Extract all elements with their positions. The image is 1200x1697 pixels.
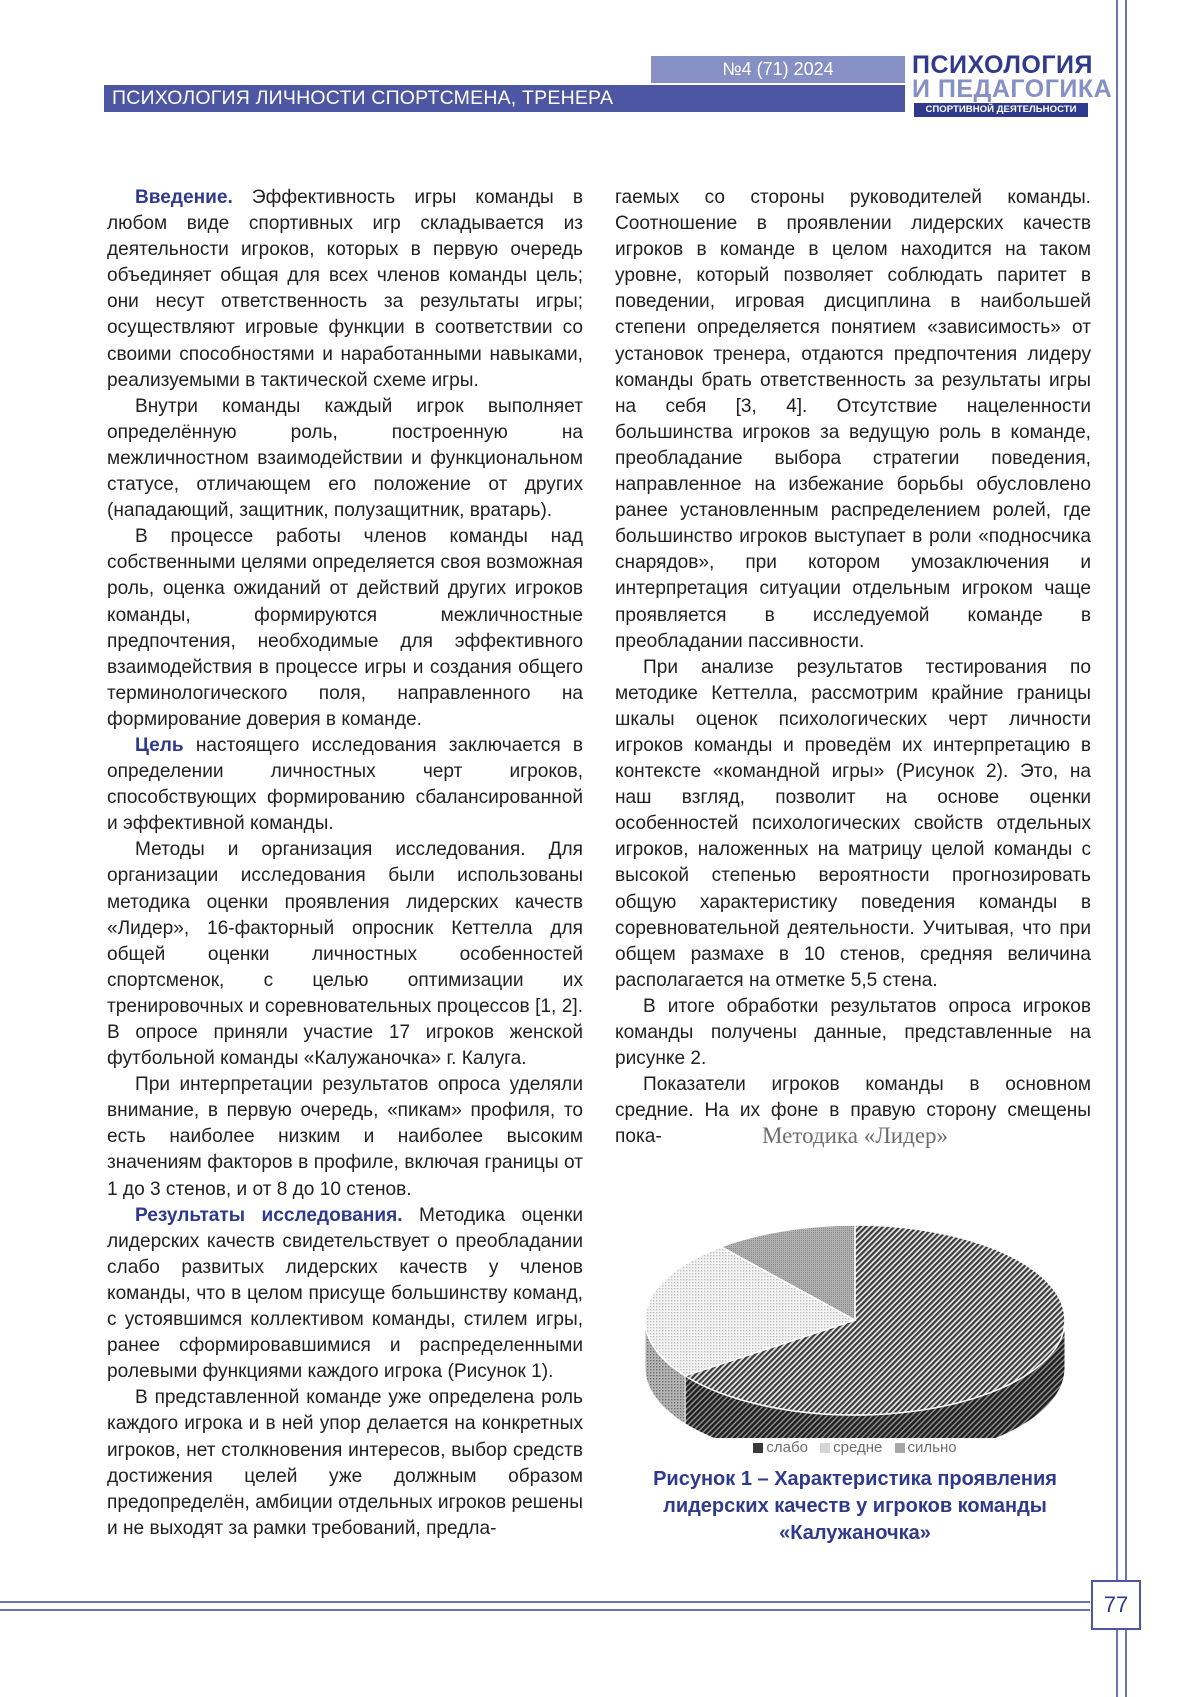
results-label: Результаты исследования. bbox=[135, 1204, 403, 1226]
page-number: 77 bbox=[1091, 1580, 1141, 1630]
issue-label: №4 (71) 2024 bbox=[651, 56, 905, 83]
left-column bbox=[107, 185, 583, 1542]
figure-caption: Рисунок 1 – Характеристика проявления лидерских качеств у игроков команды «Калужаночка» bbox=[653, 1468, 1057, 1544]
right-column bbox=[615, 185, 1091, 1150]
intro-paragraph bbox=[107, 185, 583, 394]
logo-line-2: И ПЕДАГОГИКА bbox=[912, 75, 1113, 103]
paragraph-cattell: При анализе результатов тестирования по методике Кеттелла, рассмотрим крайние границы шкалы оценок психологических черт личности игроков команды и проведём их интерпретацию в контексте «командной игры» (Рисунок 2). Это, на наш взгляд, позволит на основе оценки особенностей психологических свойств отдельных игроков, наложенных на матрицу целой команды с высокой степенью вероятности прогнозировать общую характеристику поведения команды в соревновательной деятельности. Учитывая, что при общем размахе в 10 стенов, средняя величина располагается на отметке 5,5 стена. bbox=[615, 656, 1091, 991]
section-title: ПСИХОЛОГИЯ ЛИЧНОСТИ СПОРТСМЕНА, ТРЕНЕРА bbox=[104, 85, 905, 112]
paragraph-indicators: Показатели игроков команды в основном средние. На их фоне в правую сторону смещены пока- bbox=[615, 1074, 1091, 1148]
intro-text: Эффективность игры команды в любом виде спортивных игр складывается из деятельности игроков, которых в первую очередь объединяет общая для всех членов команды цель; они несут ответственность за результаты игры; осуществляют игровые функции в соответствии со своими способностями и наработанными навыками, реализуемыми в тактической схеме игры. bbox=[107, 187, 583, 391]
paragraph-interpretation: При интерпретации результатов опроса уделяли внимание, в первую очередь, «пикам» профиля, то есть наиболее низким и наиболее высоким значениям факторов в профиле, включая границы от 1 до 3 стенов, и от 8 до 10 стенов. bbox=[107, 1074, 583, 1200]
journal-logo bbox=[908, 51, 1113, 118]
frame-line-right-1 bbox=[1116, 0, 1118, 1697]
chart-legend bbox=[617, 1439, 1093, 1456]
goal-text: настоящего исследования заключается в определении личностных черт игроков, способствующих формированию сбалансированной и эффективной команды. bbox=[107, 734, 583, 835]
logo-line-1: ПСИХОЛОГИЯ bbox=[912, 51, 1093, 79]
paragraph-methods: Методы и организация исследования. Для организации исследования были использованы методика оценки проявления лидерских качеств «Лидер», 16-факторный опросник Кеттелла для общей оценки личностных особенностей спортсменок, с целью оптимизации их тренировочных и соревновательных процессов [1, 2]. В опросе приняли участие 17 игроков женской футбольной команды «Калужаночка» г. Калуга. bbox=[107, 839, 583, 1070]
frame-line-bottom-2 bbox=[0, 1609, 1090, 1611]
pie-chart bbox=[617, 1118, 1093, 1438]
legend-item-strong bbox=[895, 1439, 957, 1456]
legend-label-weak: слабо bbox=[766, 1439, 808, 1456]
figure-1 bbox=[617, 1118, 1093, 1588]
chart-title: Методика «Лидер» bbox=[761, 1123, 949, 1148]
goal-label: Цель bbox=[135, 734, 184, 756]
legend-swatch-medium bbox=[820, 1443, 830, 1453]
legend-swatch-weak bbox=[753, 1443, 763, 1453]
paragraph-roles: Внутри команды каждый игрок выполняет определённую роль, построенную на межличностном взаимодействии и функциональном статусе, отличающем его положение от других (нападающий, защитник, полузащитник, вратарь). bbox=[107, 395, 583, 522]
legend-item-weak bbox=[753, 1439, 808, 1456]
frame-line-right-2 bbox=[1125, 0, 1127, 1697]
results-text: Методика оценки лидерских качеств свидетельствует о преобладании слабо развитых лидерских качеств у членов команды, что в целом присуще большинству команд, с устоявшимся коллективом команды, стилем игры, ранее сформировавшимися и распределенными ролевыми функциями каждого игрока (Рисунок 1). bbox=[107, 1204, 583, 1383]
legend-label-medium: средне bbox=[833, 1439, 883, 1456]
paragraph-results-data: В итоге обработки результатов опроса игроков команды получены данные, представленные на рисунке 2. bbox=[615, 995, 1091, 1070]
legend-label-strong: сильно bbox=[907, 1439, 957, 1456]
paragraph-process: В процессе работы членов команды над собственными целями определяется своя возможная роль, оценка ожиданий от действий других игроков команды, формируются межличностные предпочтения, необходимые для эффективного взаимодействия в процессе игры и создания общего терминологического поля, направленного на формирование доверия в команде. bbox=[107, 526, 583, 730]
legend-item-medium bbox=[820, 1439, 882, 1456]
frame-line-bottom-1 bbox=[0, 1601, 1090, 1603]
paragraph-team-roles: В представленной команде уже определена роль каждого игрока и в ней упор делается на конкретных игроков, нет столкновения интересов, выбор средств достижения целей уже должным образом предопределён, амбиции отдельных игроков решены и не выходят за рамки требований, предла- bbox=[107, 1387, 583, 1539]
intro-label: Введение. bbox=[135, 187, 233, 208]
logo-line-3: СПОРТИВНОЙ ДЕЯТЕЛЬНОСТИ bbox=[914, 103, 1088, 117]
goal-paragraph bbox=[107, 733, 583, 837]
paragraph-continued: гаемых со стороны руководителей команды. Соотношение в проявлении лидерских качеств игроков в команде в целом находится на таком уровне, который позволяет соблюдать паритет в поведении, игровая дисциплина в наибольшей степени определяется понятием «зависимость» от установок тренера, отдаются предпочтения лидеру команды брать ответственность за результаты игры на себя [3, 4]. Отсутствие нацеленности большинства игроков за ведущую роль в команде, преобладание выбора стратегии поведения, направленное на избежание борьбы обусловлено ранее установленным распределением ролей, где большинство игроков выступает в роли «подносчика снарядов», при котором умозаключения и интерпретация ситуации отдельным игроком чаще проявляется в исследуемой команде в преобладании пассивности. bbox=[615, 187, 1091, 652]
results-paragraph bbox=[107, 1203, 583, 1386]
legend-swatch-strong bbox=[895, 1443, 905, 1453]
